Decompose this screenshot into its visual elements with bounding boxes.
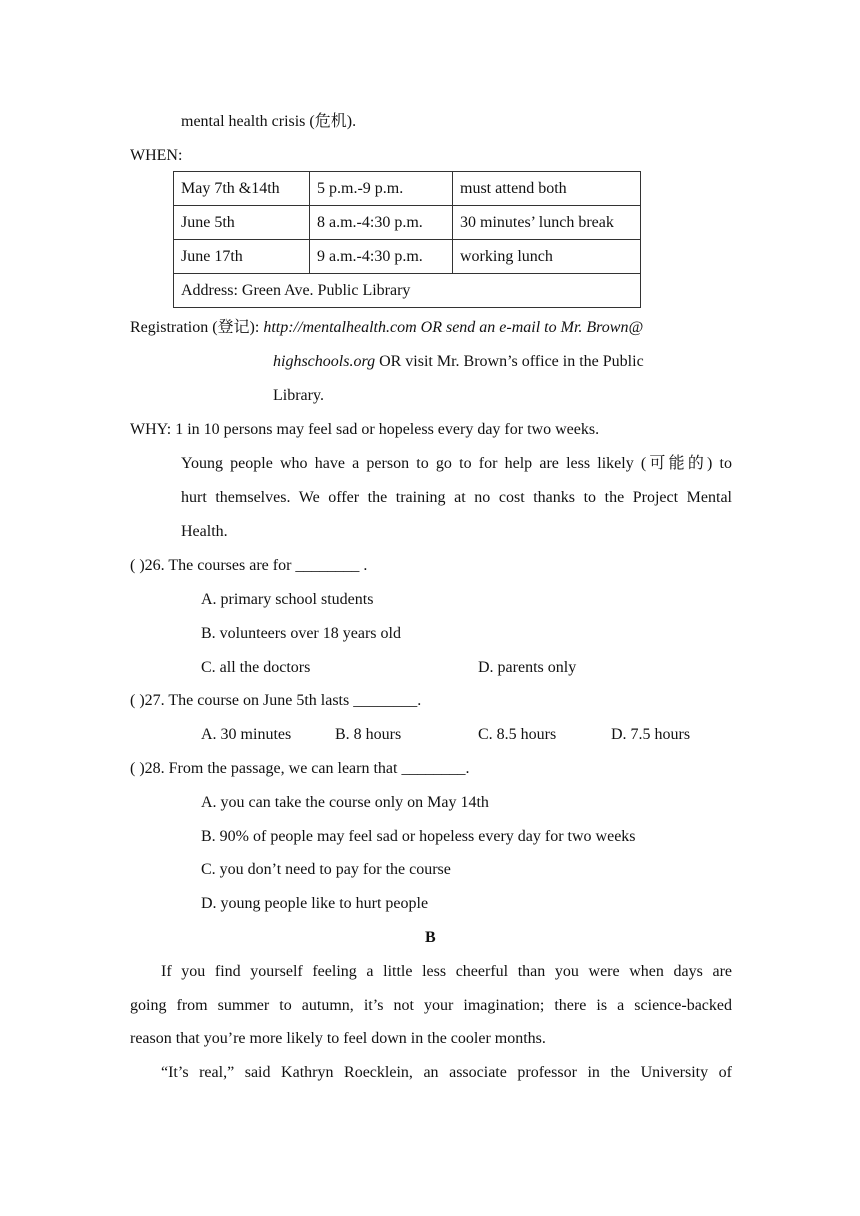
registration-line-1 [130, 318, 643, 338]
why-line-1: WHY: 1 in 10 persons may feel sad or hopeless every day for two weeks. [130, 421, 600, 438]
table-cell: 5 p.m.-9 p.m. [310, 172, 453, 206]
question-27-option-b: B. 8 hours [335, 726, 402, 743]
section-b-paragraph-1-line-3: reason that you’re more likely to feel down in the cooler months. [130, 1030, 546, 1047]
section-b-paragraph-1-line-2: going from summer to autumn, it’s not your imagination; there is a science-backed [130, 997, 732, 1014]
question-26-stem: ( )26. The courses are for ________ . [130, 557, 368, 574]
question-28-option-c: C. you don’t need to pay for the course [201, 861, 451, 878]
registration-url: http://mentalhealth.com OR send an e-mail to Mr. Brown@ [263, 319, 644, 336]
table-cell: working lunch [453, 240, 641, 274]
table-row [174, 240, 641, 274]
registration-label: Registration (登记): [130, 319, 260, 336]
table-cell: must attend both [453, 172, 641, 206]
table-cell: 30 minutes’ lunch break [453, 206, 641, 240]
intro-line: mental health crisis (危机). [181, 113, 357, 130]
registration-line-2 [273, 352, 644, 372]
why-line-3: hurt themselves. We offer the training at no cost thanks to the Project Mental [181, 489, 732, 506]
section-b-paragraph-2-line-1: “It’s real,” said Kathryn Roecklein, an associate professor in the University of [161, 1064, 732, 1081]
question-28-option-a: A. you can take the course only on May 14th [201, 794, 489, 811]
question-27-option-c: C. 8.5 hours [478, 726, 557, 743]
registration-rest: OR visit Mr. Brown’s office in the Public [375, 353, 644, 370]
question-27-stem: ( )27. The course on June 5th lasts ________. [130, 692, 422, 709]
table-cell: June 5th [174, 206, 310, 240]
registration-email-domain: highschools.org [273, 353, 376, 370]
question-26-option-b: B. volunteers over 18 years old [201, 625, 401, 642]
why-line-4: Health. [181, 523, 228, 540]
table-cell: June 17th [174, 240, 310, 274]
question-26-option-a: A. primary school students [201, 591, 374, 608]
section-b-paragraph-1-line-1: If you find yourself feeling a little less cheerful than you were when days are [161, 963, 732, 980]
table-cell: 9 a.m.-4:30 p.m. [310, 240, 453, 274]
table-row [174, 206, 641, 240]
question-26-option-c: C. all the doctors [201, 659, 311, 676]
section-b-heading: B [425, 929, 436, 946]
table-cell: May 7th &14th [174, 172, 310, 206]
registration-line-3: Library. [273, 387, 324, 404]
question-27-option-d: D. 7.5 hours [611, 726, 691, 743]
table-row [174, 274, 641, 308]
address-cell: Address: Green Ave. Public Library [174, 274, 641, 308]
question-26-option-d: D. parents only [478, 659, 577, 676]
schedule-table [173, 171, 641, 308]
table-row [174, 172, 641, 206]
question-28-option-b: B. 90% of people may feel sad or hopeless every day for two weeks [201, 828, 636, 845]
question-28-option-d: D. young people like to hurt people [201, 895, 429, 912]
table-cell: 8 a.m.-4:30 p.m. [310, 206, 453, 240]
question-28-stem: ( )28. From the passage, we can learn that ________. [130, 760, 470, 777]
when-label: WHEN: [130, 147, 183, 164]
why-line-2: Young people who have a person to go to for help are less likely (可能的) to [181, 455, 732, 472]
question-27-option-a: A. 30 minutes [201, 726, 292, 743]
